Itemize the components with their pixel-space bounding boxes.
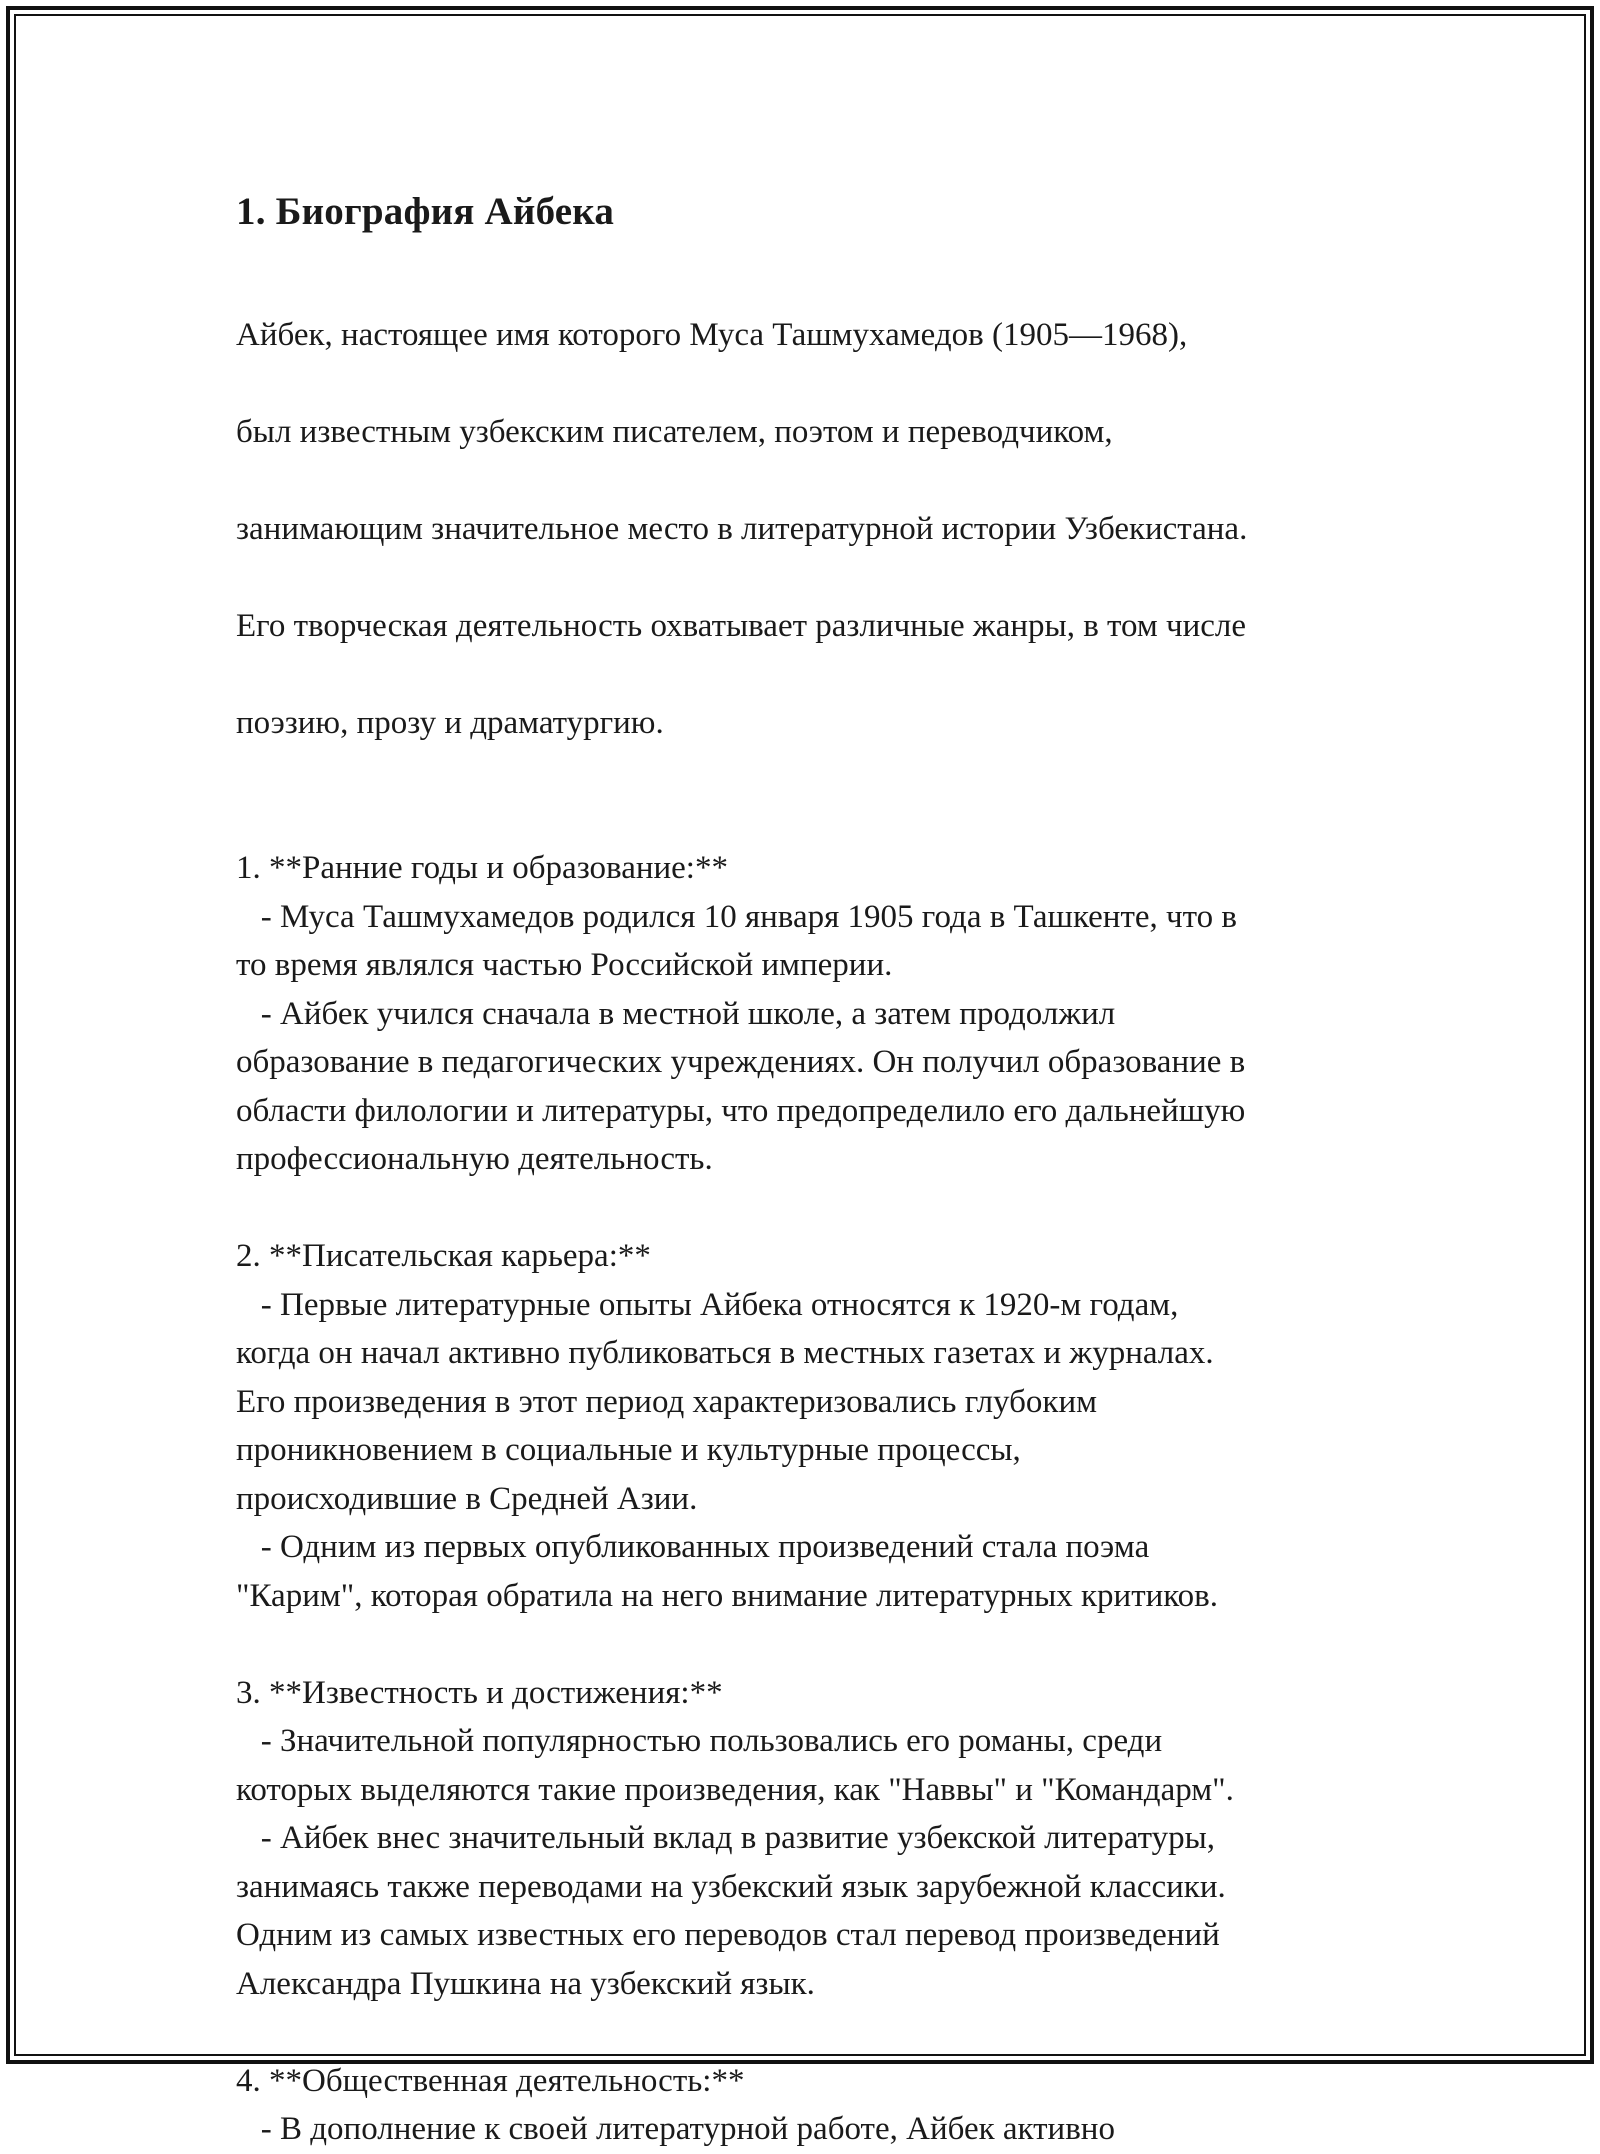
section-line: - Одним из первых опубликованных произведений стала поэма xyxy=(236,1529,1150,1565)
section-line: профессиональную деятельность. xyxy=(236,1141,713,1177)
section-title: 3. **Известность и достижения:** xyxy=(236,1674,723,1711)
section-line: "Карим", которая обратила на него внимание литературных критиков. xyxy=(236,1577,1218,1614)
section-line: образование в педагогических учреждениях. Он получил образование в xyxy=(236,1044,1246,1080)
section-line: - В дополнение к своей литературной работе, Айбек активно xyxy=(236,2111,1115,2147)
section-line: области филологии и литературы, что предопределило его дальнейшую xyxy=(236,1092,1246,1129)
section-fame-achievements xyxy=(236,1669,1396,2009)
section-line: Одним из самых известных его переводов стал перевод произведений xyxy=(236,1917,1220,1953)
document-page xyxy=(236,188,1396,2154)
section-line: проникновением в социальные и культурные процессы, xyxy=(236,1432,1021,1468)
intro-line: был известным узбекским писателем, поэтом и переводчиком, xyxy=(236,413,1113,450)
section-line: занимаясь также переводами на узбекский язык зарубежной классики. xyxy=(236,1868,1226,1905)
section-line: - Значительной популярностью пользовались его романы, среди xyxy=(236,1723,1163,1759)
section-public-activity xyxy=(236,2057,1396,2154)
section-line: то время являлся частью Российской империи. xyxy=(236,947,893,983)
section-title: 4. **Общественная деятельность:** xyxy=(236,2062,745,2099)
section-line: Его произведения в этот период характеризовались глубоким xyxy=(236,1383,1097,1420)
section-title: 2. **Писательская карьера:** xyxy=(236,1238,651,1274)
intro-line: занимающим значительное место в литературной истории Узбекистана. xyxy=(236,510,1248,547)
section-line: - Муса Ташмухамедов родился 10 января 1905 года в Ташкенте, что в xyxy=(236,898,1237,935)
section-line: когда он начал активно публиковаться в местных газетах и журналах. xyxy=(236,1335,1214,1371)
section-line: Александра Пушкина на узбекский язык. xyxy=(236,1965,815,2002)
intro-paragraph xyxy=(236,262,1396,796)
intro-line: Айбек, настоящее имя которого Муса Ташмухамедов (1905—1968), xyxy=(236,316,1188,353)
section-line: - Айбек учился сначала в местной школе, а затем продолжил xyxy=(236,995,1116,1032)
section-early-years xyxy=(236,844,1396,1184)
intro-line: Его творческая деятельность охватывает различные жанры, в том числе xyxy=(236,607,1247,644)
section-line: которых выделяются такие произведения, как "Наввы" и "Командарм". xyxy=(236,1771,1234,1808)
document-heading: 1. Биография Айбека xyxy=(236,190,615,233)
intro-line: поэзию, прозу и драматургию. xyxy=(236,704,664,741)
section-line: - Первые литературные опыты Айбека относятся к 1920-м годам, xyxy=(236,1286,1179,1323)
section-line: происходившие в Средней Азии. xyxy=(236,1480,698,1517)
section-writing-career xyxy=(236,1232,1396,1620)
section-title: 1. **Ранние годы и образование:** xyxy=(236,850,728,886)
section-line: - Айбек внес значительный вклад в развитие узбекской литературы, xyxy=(236,1820,1216,1856)
